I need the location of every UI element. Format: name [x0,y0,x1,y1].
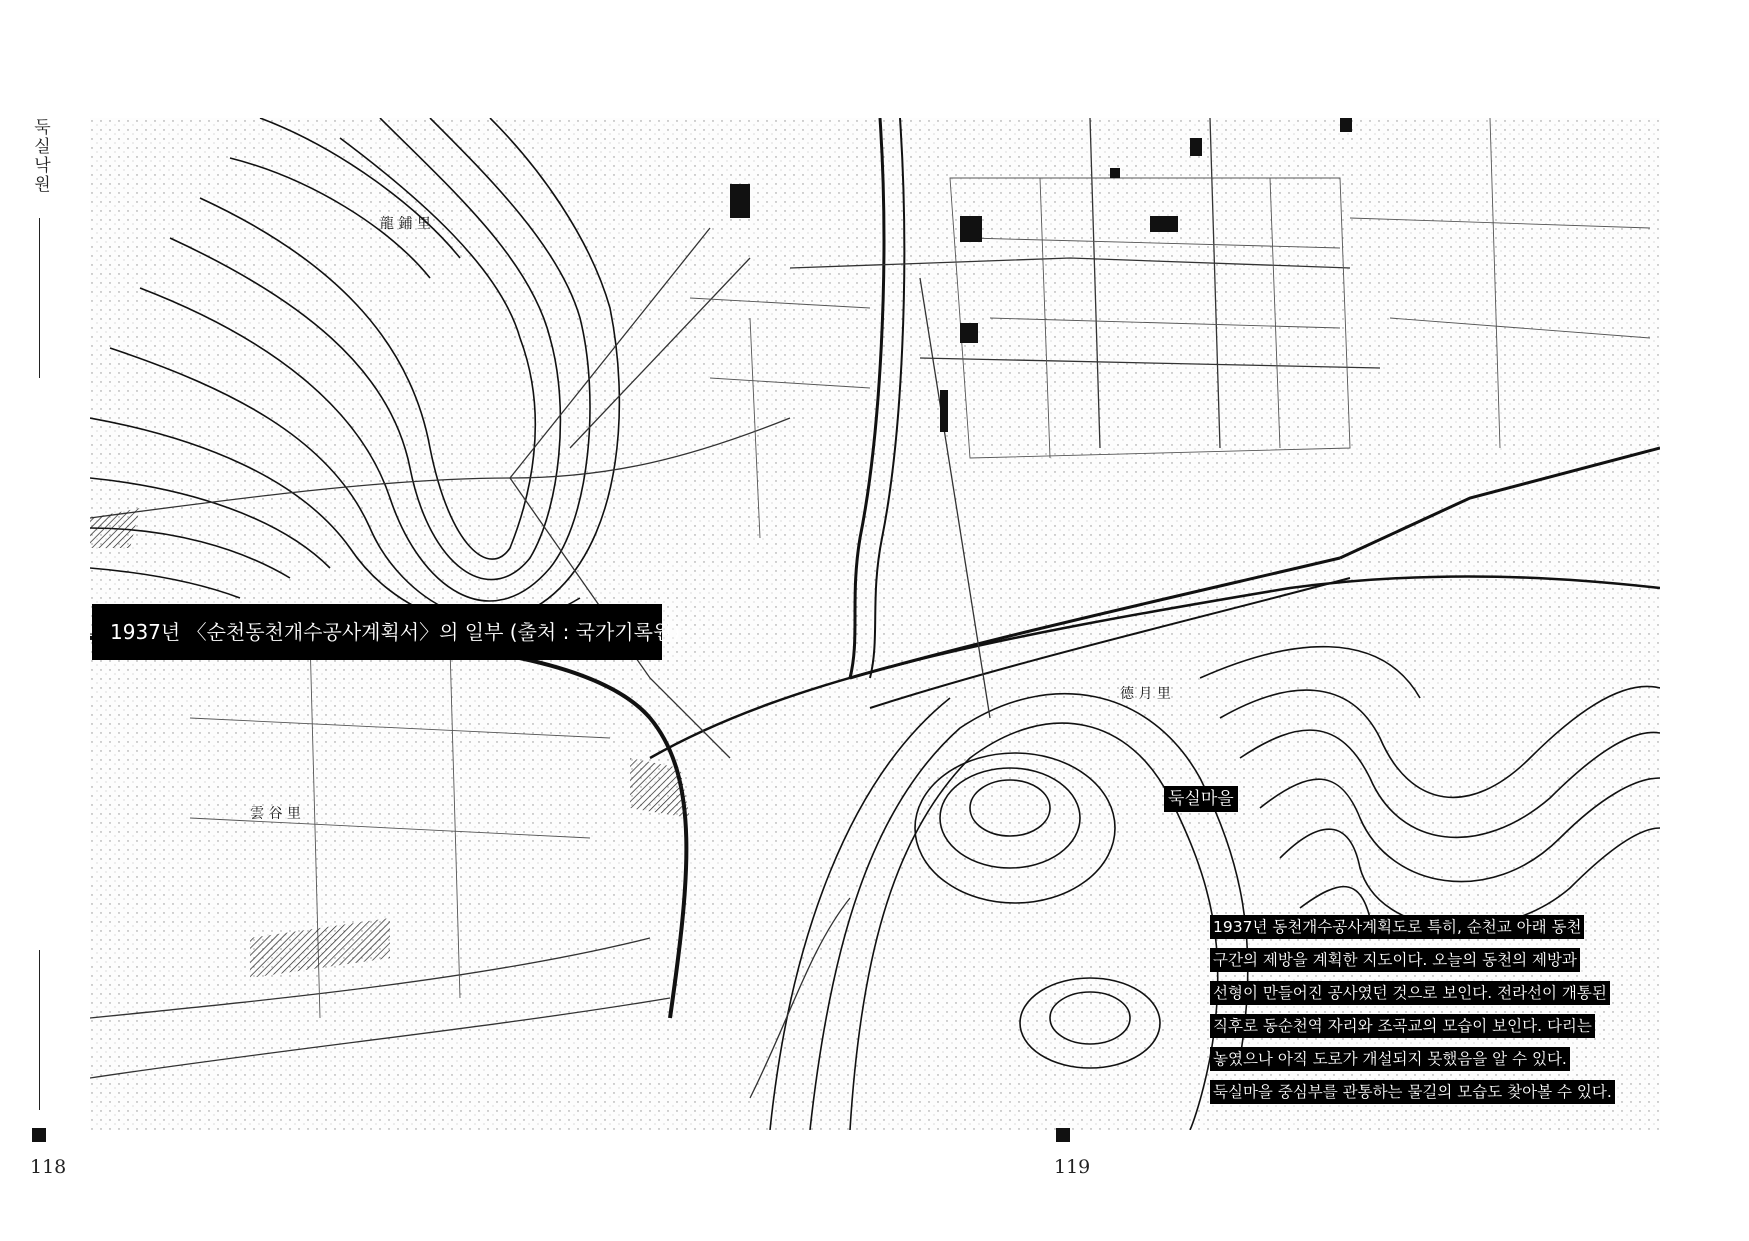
page-marker-right [1056,1128,1070,1142]
description-line-1: 1937년 동천개수공사계획도로 특히, 순천교 아래 동천 [1210,915,1584,939]
page-marker-left [32,1128,46,1142]
spine-rule-top [39,218,40,378]
description-line-2: 구간의 제방을 계획한 지도이다. 오늘의 동천의 제방과 [1210,948,1580,972]
place-label-text: 둑실마을 [1168,789,1234,809]
map-kanji-label-3: 德 月 里 [1120,686,1171,702]
description-line-6: 둑실마을 중심부를 관통하는 물길의 모습도 찾아볼 수 있다. [1210,1080,1615,1104]
page-number-left: 118 [30,1156,67,1178]
spine-rule-bottom [39,950,40,1110]
description-line-3: 선형이 만들어진 공사였던 것으로 보인다. 전라선이 개통된 [1210,981,1610,1005]
place-label-duksil [1164,786,1238,812]
map-kanji-label-2: 雲 谷 里 [250,806,301,822]
map-caption-text: 1937년 〈순천동천개수공사계획서〉의 일부 (출처 : 국가기록원) [110,620,681,644]
spine-title-text: 둑실낙원 [30,118,50,194]
description-block [1210,915,1670,1113]
description-line-5: 놓였으나 아직 도로가 개설되지 못했음을 알 수 있다. [1210,1047,1570,1071]
map-kanji-label-1: 龍 鋪 里 [380,216,431,232]
description-line-4: 직후로 동순천역 자리와 조곡교의 모습이 보인다. 다리는 [1210,1014,1595,1038]
page-number-right: 119 [1054,1156,1091,1178]
spine-title [28,118,52,200]
map-caption [92,604,681,660]
